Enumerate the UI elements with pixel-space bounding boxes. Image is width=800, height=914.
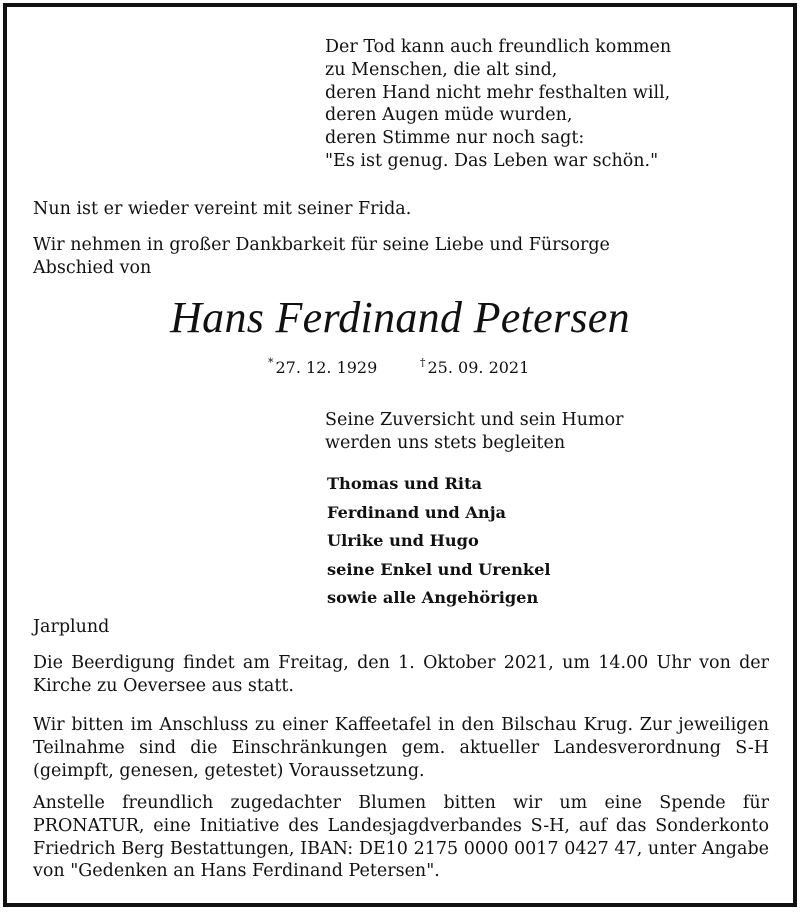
reunited-text: Nun ist er wieder vereint mit seiner Frida. [33,199,412,219]
reception-text: Wir bitten im Anschluss zu einer Kaffeetafel in den Bilschau Krug. Zur jeweiligen Teilnahme sind die Einschränkungen gem. aktueller Landesverordnung S-H (geimpft, genesen, getestet) Voraussetzung. [33,715,769,781]
mourner: Ferdinand und Anja [327,502,507,522]
deceased-name: Hans Ferdinand Petersen [170,293,630,342]
motto-line: werden uns stets begleiten [325,432,566,453]
birth-symbol: * [268,356,274,369]
farewell-text [33,234,610,280]
birth-date [268,356,377,377]
donation-text: Anstelle freundlich zugedachter Blumen bitten wir um eine Spende für PRONATUR, eine Initiative des Landesjagdverbandes S-H, auf das Sonderkonto Friedrich Berg Bestattungen, IBAN: DE10 2175 0000 0017 0427 47, unter Angabe von "Gedenken an Hans Ferdinand Petersen". [33,793,769,882]
death-symbol: † [420,356,426,369]
farewell-line: Abschied von [33,257,152,278]
mourner: Ulrike und Hugo [327,531,479,551]
mourner: sowie alle Angehörigen [327,588,539,608]
poem-line: deren Hand nicht mehr festhalten will, [325,82,671,103]
death-date-value: 25. 09. 2021 [427,358,530,377]
death-date [420,356,529,377]
poem-line: deren Augen müde wurden, [325,105,573,126]
funeral-text: Die Beerdigung findet am Freitag, den 1. Oktober 2021, um 14.00 Uhr von der Kirche zu Oeversee aus statt. [33,653,769,696]
farewell-line: Wir nehmen in großer Dankbarkeit für seine Liebe und Fürsorge [33,235,610,255]
motto [325,409,624,455]
poem [325,36,671,173]
poem-line: Der Tod kann auch freundlich kommen [325,37,672,57]
poem-line: zu Menschen, die alt sind, [325,59,558,80]
mourner: seine Enkel und Urenkel [327,559,551,579]
motto-line: Seine Zuversicht und sein Humor [325,410,624,430]
birth-date-value: 27. 12. 1929 [275,358,378,377]
poem-line: deren Stimme nur noch sagt: [325,128,585,149]
place-text: Jarplund [33,617,110,637]
mourner: Thomas und Rita [327,474,483,493]
mourners-list [327,470,551,613]
poem-line: "Es ist genug. Das Leben war schön." [325,150,659,171]
